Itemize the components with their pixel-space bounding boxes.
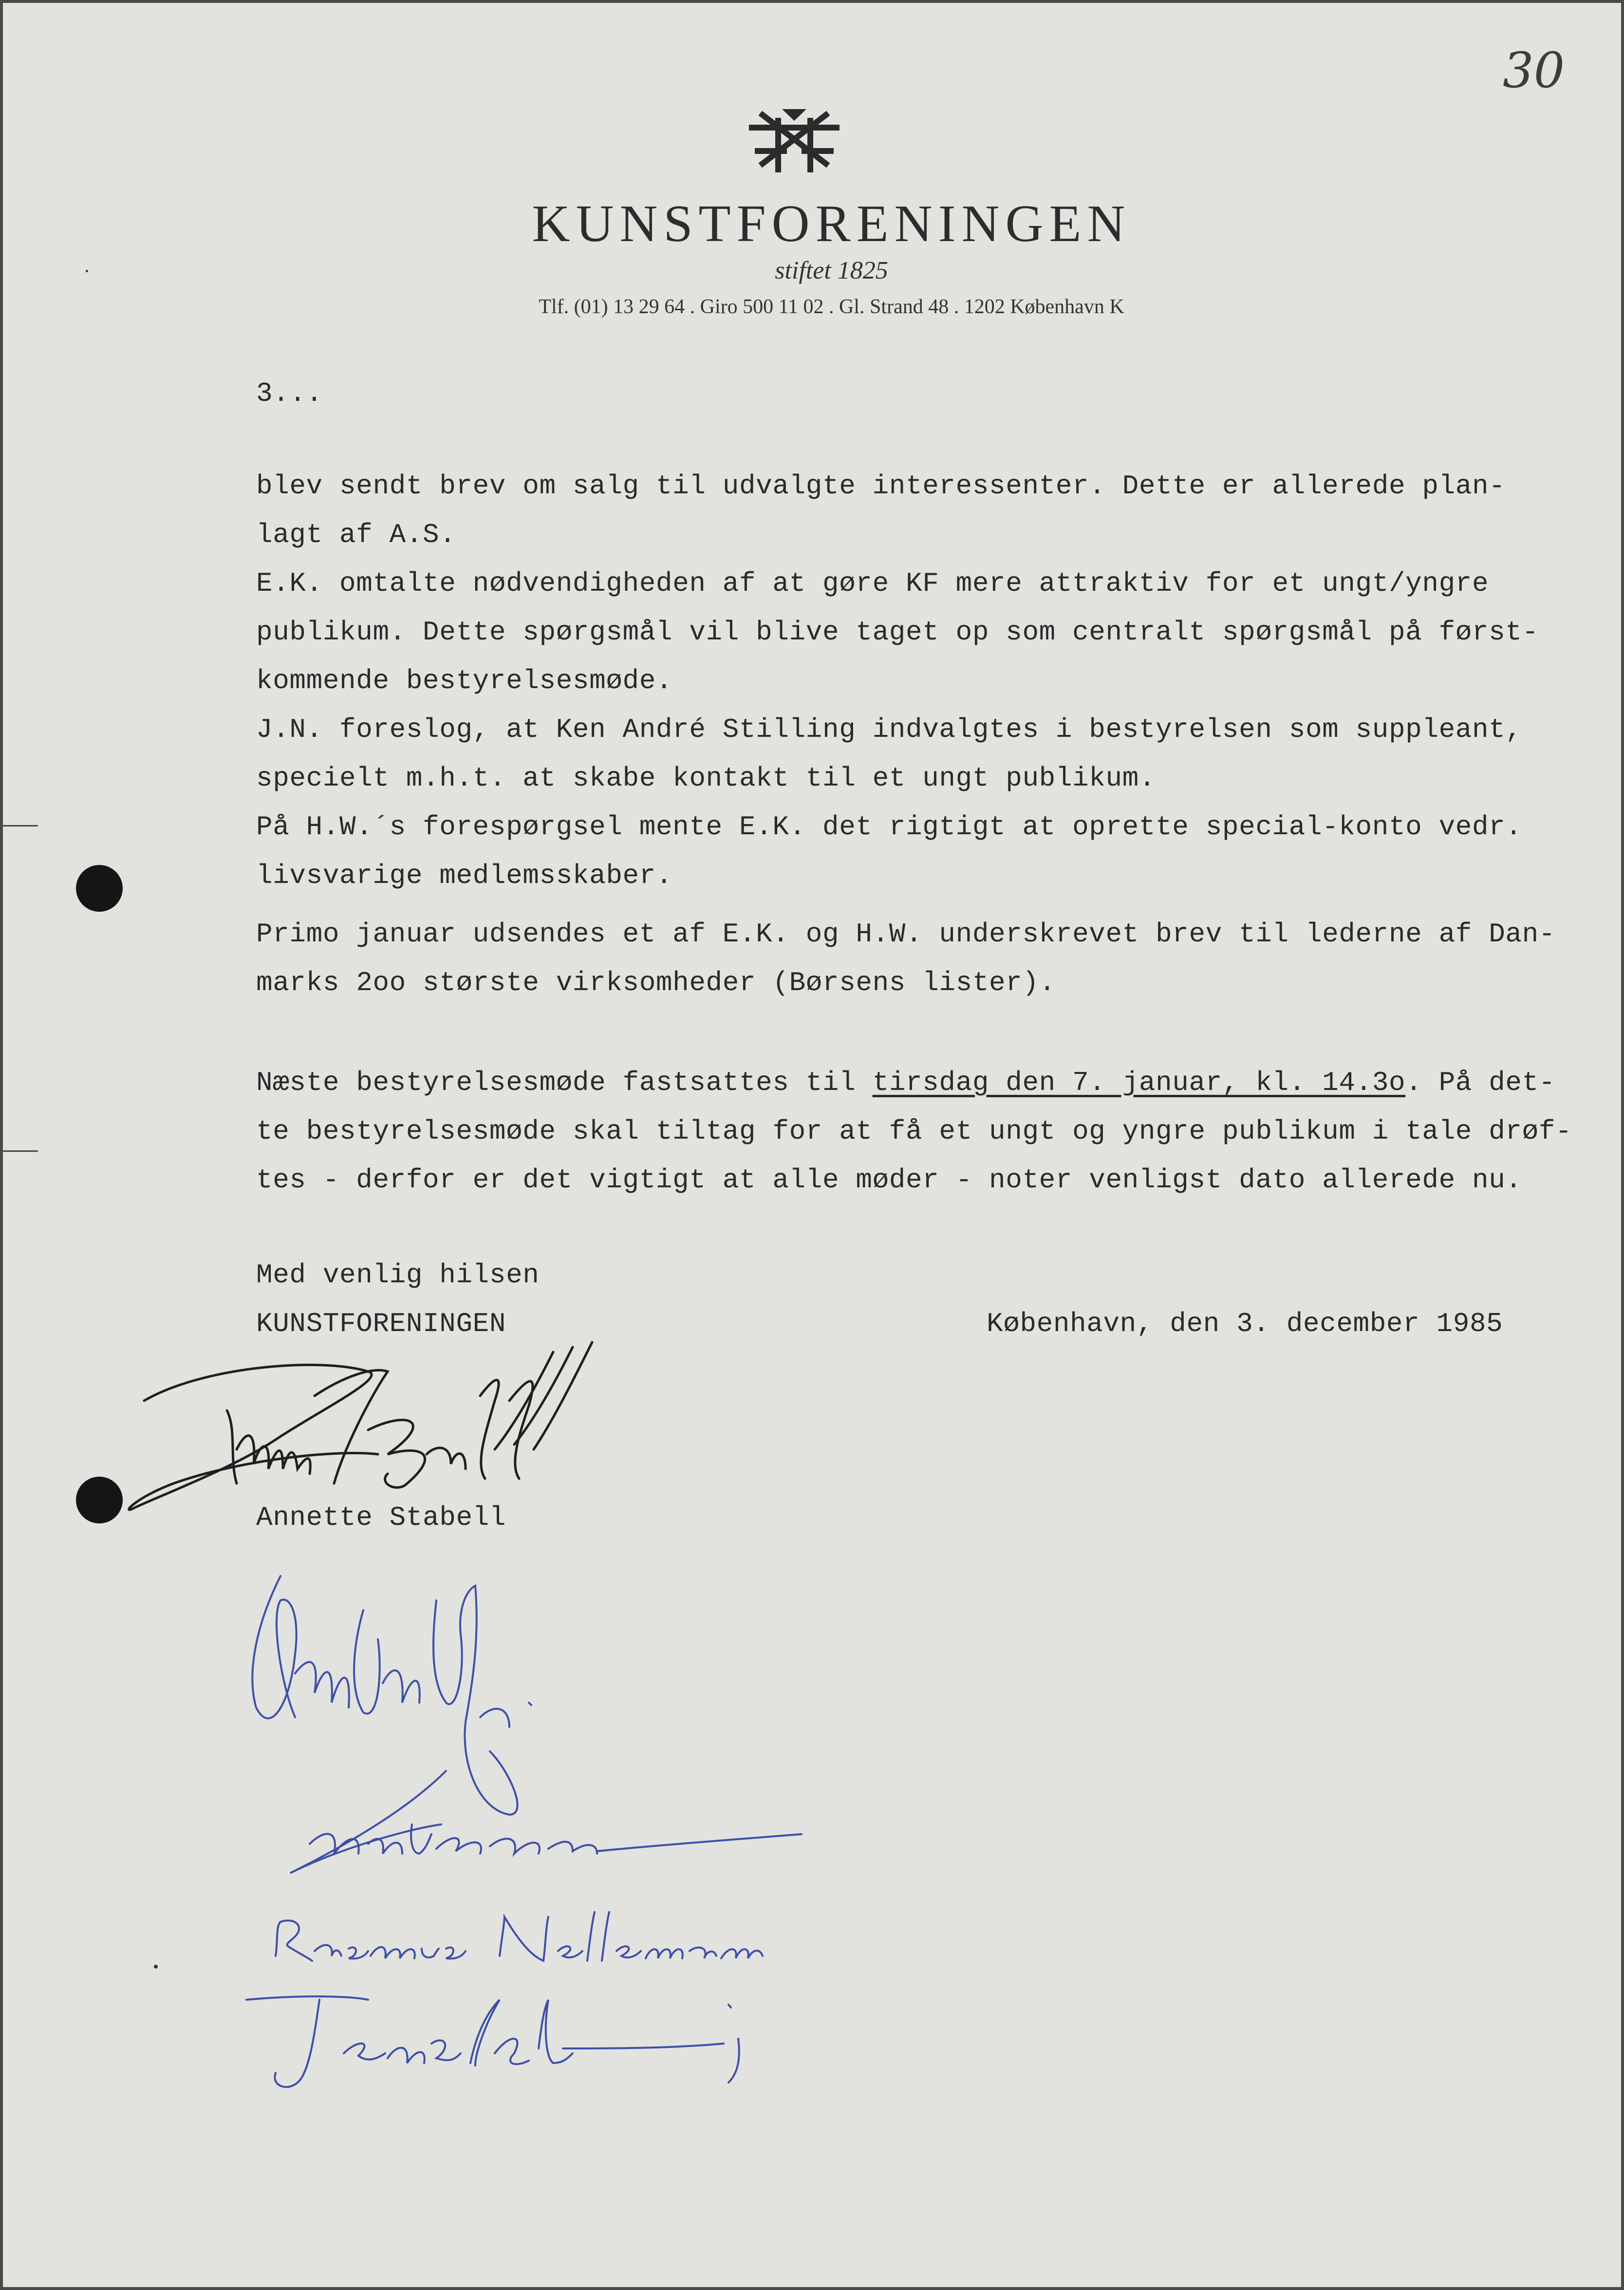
body-line: kommende bestyrelsesmøde.	[256, 665, 673, 696]
page-reference: 3...	[256, 378, 323, 409]
signatory-name: Annette Stabell	[256, 1502, 506, 1533]
meeting-date: tirsdag den 7. januar, kl. 14.3o	[872, 1067, 1406, 1098]
body-line: lagt af A.S.	[256, 519, 456, 550]
ink-speck	[154, 1965, 158, 1969]
signature-blue-2	[280, 1766, 806, 1883]
closing-organization: KUNSTFORENINGEN	[256, 1308, 506, 1339]
meeting-line	[256, 1067, 1555, 1098]
ink-speck	[86, 270, 88, 272]
body-line: E.K. omtalte nødvendigheden af at gøre KF mere attraktiv for et ungt/yngre	[256, 568, 1489, 599]
punch-hole	[76, 1477, 123, 1523]
body-line: publikum. Dette spørgsmål vil blive taget op som centralt spørgsmål på først-	[256, 617, 1539, 648]
signature-annette-stabell	[115, 1337, 665, 1542]
meeting-text: Næste bestyrelsesmøde fastsattes til	[256, 1067, 873, 1098]
body-line: tes - derfor er det vigtigt at alle møder - noter venligst dato allerede nu.	[256, 1164, 1522, 1196]
body-line: J.N. foreslog, at Ken André Stilling indvalgtes i bestyrelsen som suppleant,	[256, 714, 1522, 745]
body-line: livsvarige medlemsskaber.	[256, 860, 673, 891]
letter-page	[3, 3, 1621, 2287]
signature-blue-3	[242, 1980, 787, 2097]
body-line: specielt m.h.t. at skabe kontakt til et ungt publikum.	[256, 763, 1156, 794]
founded-line: stiftet 1825	[775, 257, 888, 284]
body-line: blev sendt brev om salg til udvalgte interessenter. Dette er allerede plan-	[256, 470, 1506, 502]
organization-name: KUNSTFORENINGEN	[532, 195, 1131, 253]
body-line: På H.W.´s forespørgsel mente E.K. det rigtigt at oprette special-konto vedr.	[256, 811, 1522, 843]
greeting: Med venlig hilsen	[256, 1259, 540, 1291]
fold-mark	[3, 825, 38, 826]
kf-logo-icon	[748, 106, 840, 172]
place-date: København, den 3. december 1985	[987, 1308, 1503, 1339]
body-line: te bestyrelsesmøde skal tiltag for at få et ungt og yngre publikum i tale drøf-	[256, 1116, 1572, 1147]
signature-rasmus-nellemann	[266, 1902, 767, 1980]
body-line: Primo januar udsendes et af E.K. og H.W. underskrevet brev til lederne af Dan-	[256, 919, 1556, 950]
punch-hole	[76, 865, 123, 912]
meeting-text-end: . På det-	[1405, 1067, 1556, 1098]
contact-line: Tlf. (01) 13 29 64 . Giro 500 11 02 . Gl. Strand 48 . 1202 København K	[539, 296, 1124, 318]
page-number: 30	[1503, 42, 1565, 99]
fold-mark	[3, 1150, 38, 1152]
body-line: marks 2oo største virksomheder (Børsens lister).	[256, 967, 1056, 998]
